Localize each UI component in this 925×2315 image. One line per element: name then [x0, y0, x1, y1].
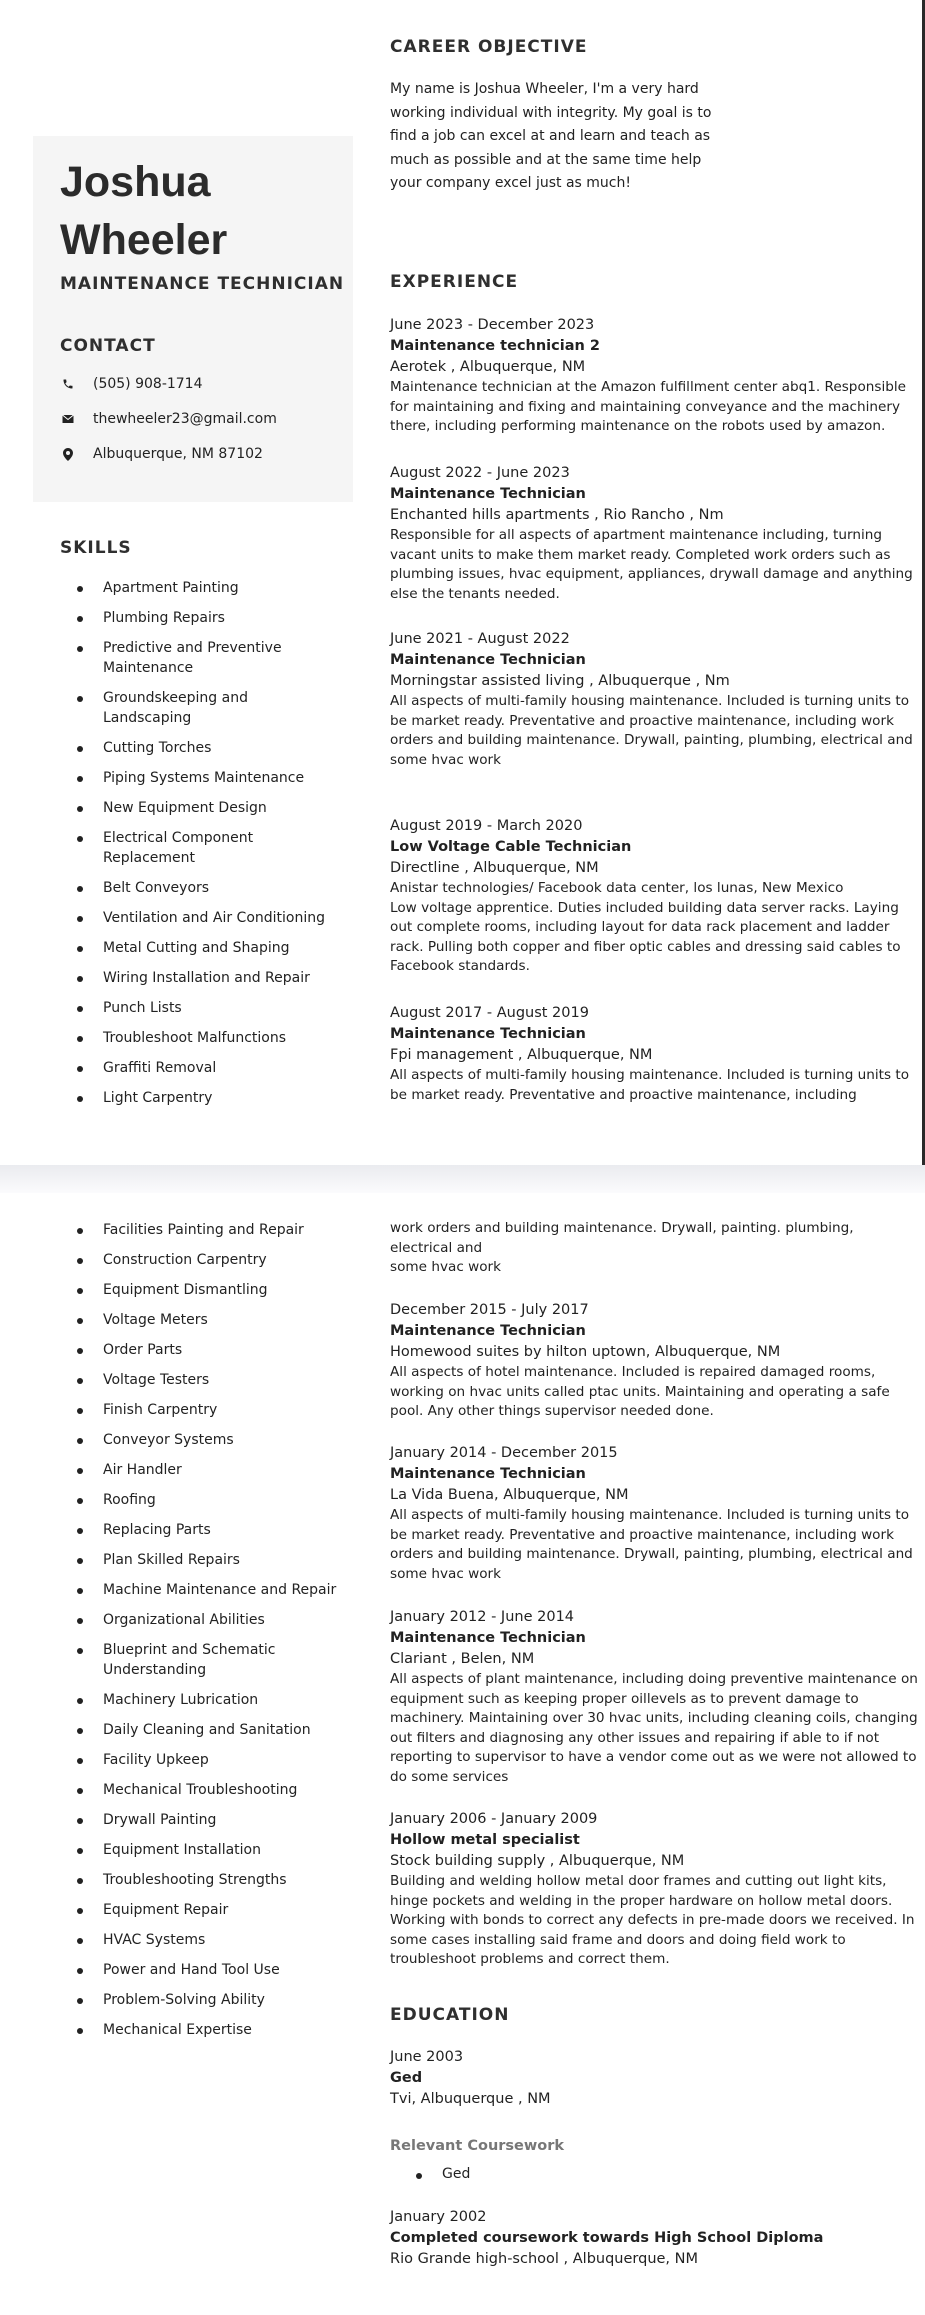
job-company: Enchanted hills apartments , Rio Rancho , Nm [390, 507, 724, 523]
skill-item: Facility Upkeep [77, 1750, 337, 1770]
edu-school: Rio Grande high-school , Albuquerque, NM [390, 2251, 699, 2267]
skill-item: Troubleshooting Strengths [77, 1870, 337, 1890]
job-entry [390, 463, 920, 604]
job-date: January 2014 - December 2015 [390, 1445, 618, 1461]
job-company: Fpi management , Albuquerque, NM [390, 1047, 653, 1063]
skill-item: New Equipment Design [77, 798, 337, 818]
job-description: Building and welding hollow metal door frames and cutting out light kits, hinge pockets and welding in the proper hardware on hollow metal doors. Working with bonds to correct any defects in pre-made doors we received. In some cases installing said frame and doors and doing field work to troubleshoot problems and correct them. [390, 1873, 915, 1967]
skill-item: Replacing Parts [77, 1520, 337, 1540]
job-date: January 2012 - June 2014 [390, 1609, 575, 1625]
skill-item: Ventilation and Air Conditioning [77, 908, 337, 928]
header-block [33, 136, 353, 502]
job-title: MAINTENANCE TECHNICIAN [60, 274, 345, 294]
phone-icon [60, 376, 76, 392]
skill-item: Light Carpentry [77, 1088, 337, 1108]
job-date: August 2022 - June 2023 [390, 465, 570, 481]
skills-list-continued [77, 1220, 337, 2050]
job-role: Maintenance Technician [390, 1323, 586, 1339]
job-entry [390, 1003, 920, 1105]
job-description: Anistar technologies/ Facebook data center, los lunas, New Mexico Low voltage apprentice. Duties included building data server racks. Laying out complete rooms, including layout for data rack placement and ladder rack. Pulling both copper and fiber optic cables and dressing said cables to Facebook standards. [390, 880, 901, 974]
skill-item: Mechanical Expertise [77, 2020, 337, 2040]
skill-item: Construction Carpentry [77, 1250, 337, 1270]
skill-item: Voltage Meters [77, 1310, 337, 1330]
skill-item: Order Parts [77, 1340, 337, 1360]
job-entry [390, 1607, 920, 1787]
job-date: December 2015 - July 2017 [390, 1302, 589, 1318]
job-entry [390, 629, 920, 770]
contact-phone [60, 376, 203, 392]
skill-item: Machinery Lubrication [77, 1690, 337, 1710]
coursework-item: Ged [416, 2166, 470, 2182]
skill-item: Electrical Component Replacement [77, 828, 337, 868]
job-entry-continued [390, 1219, 920, 1278]
education-entry [390, 2047, 920, 2110]
job-entry [390, 1809, 920, 1970]
experience-heading: EXPERIENCE [390, 272, 519, 292]
page-break [0, 1165, 925, 1193]
skill-item: Conveyor Systems [77, 1430, 337, 1450]
edu-degree: Completed coursework towards High School Diploma [390, 2230, 824, 2246]
skill-item: Plumbing Repairs [77, 608, 337, 628]
email-icon [60, 411, 76, 427]
job-date: June 2021 - August 2022 [390, 631, 570, 647]
email-text[interactable]: thewheeler23@gmail.com [93, 411, 277, 427]
job-company: Aerotek , Albuquerque, NM [390, 359, 586, 375]
skill-item: Power and Hand Tool Use [77, 1960, 337, 1980]
job-entry [390, 1300, 920, 1422]
edu-date: June 2003 [390, 2049, 464, 2065]
job-date: August 2019 - March 2020 [390, 818, 583, 834]
job-role: Maintenance technician 2 [390, 338, 600, 354]
skill-item: Daily Cleaning and Sanitation [77, 1720, 337, 1740]
job-role: Maintenance Technician [390, 486, 586, 502]
resume-page-2 [33, 1193, 925, 2315]
skill-item: Punch Lists [77, 998, 337, 1018]
contact-email[interactable] [60, 411, 277, 427]
skill-item: Equipment Installation [77, 1840, 337, 1860]
job-company: Directline , Albuquerque, NM [390, 860, 599, 876]
job-role: Maintenance Technician [390, 652, 586, 668]
job-description: All aspects of multi-family housing maintenance. Included is turning units to be market ready. Preventative and proactive maintenance, including work orders and building maintenance. Drywall, painting, plumbing, electrical and some hvac work [390, 1507, 913, 1582]
education-entry [390, 2207, 920, 2270]
location-text: Albuquerque, NM 87102 [93, 446, 263, 462]
job-date: August 2017 - August 2019 [390, 1005, 589, 1021]
job-role: Maintenance Technician [390, 1630, 586, 1646]
objective-text: My name is Joshua Wheeler, I'm a very hard working individual with integrity. My goal is to find a job can excel at and learn and teach as much as possible and at the same time help your company excel just as much! [390, 81, 712, 191]
contact-heading: CONTACT [60, 336, 156, 356]
skill-item: Metal Cutting and Shaping [77, 938, 337, 958]
skill-item: Troubleshoot Malfunctions [77, 1028, 337, 1048]
skill-item: Drywall Painting [77, 1810, 337, 1830]
job-company: Stock building supply , Albuquerque, NM [390, 1853, 685, 1869]
last-name: Wheeler [60, 216, 228, 264]
skill-item: HVAC Systems [77, 1930, 337, 1950]
job-date: January 2006 - January 2009 [390, 1811, 598, 1827]
skill-item: Piping Systems Maintenance [77, 768, 337, 788]
job-description: All aspects of multi-family housing maintenance. Included is turning units to be market ready. Preventative and proactive maintenance, including [390, 1067, 910, 1103]
resume-page-1 [33, 0, 925, 1165]
job-date: June 2023 - December 2023 [390, 317, 595, 333]
job-entry [390, 816, 920, 977]
edu-degree: Ged [390, 2070, 423, 2086]
skill-item: Plan Skilled Repairs [77, 1550, 337, 1570]
job-description: work orders and building maintenance. Drywall, painting. plumbing, electrical and some hvac work [390, 1220, 854, 1275]
job-role: Hollow metal specialist [390, 1832, 580, 1848]
skills-list [77, 578, 337, 1118]
candidate-name [60, 153, 227, 269]
job-description: All aspects of plant maintenance, including doing preventive maintenance on equipment such as keeping proper oillevels as to prevent damage to machinery. Maintaining over 30 hvac units, including cleaning coils, changing out filters and diagnosing any other issues and repairing if able to if not reporting to supervisor to have a vendor come out as we were not allowed to do some services [390, 1671, 918, 1785]
skill-item: Machine Maintenance and Repair [77, 1580, 337, 1600]
job-description: Responsible for all aspects of apartment maintenance including, turning vacant units to make them market ready. Completed work orders such as plumbing issues, hvac equipment, appliances, drywall damage and anything else the tenants needed. [390, 527, 913, 602]
phone-text: (505) 908-1714 [93, 376, 203, 392]
coursework-heading: Relevant Coursework [390, 2138, 565, 2154]
job-company: Homewood suites by hilton uptown, Albuquerque, NM [390, 1344, 781, 1360]
skill-item: Graffiti Removal [77, 1058, 337, 1078]
skill-item: Wiring Installation and Repair [77, 968, 337, 988]
skill-item: Organizational Abilities [77, 1610, 337, 1630]
edu-date: January 2002 [390, 2209, 487, 2225]
skill-item: Belt Conveyors [77, 878, 337, 898]
location-pin-icon [60, 446, 76, 462]
skill-item: Air Handler [77, 1460, 337, 1480]
skill-item: Finish Carpentry [77, 1400, 337, 1420]
skill-item: Cutting Torches [77, 738, 337, 758]
contact-location [60, 446, 263, 462]
job-role: Maintenance Technician [390, 1466, 586, 1482]
education-heading: EDUCATION [390, 2005, 510, 2025]
skill-item: Equipment Dismantling [77, 1280, 337, 1300]
skill-item: Roofing [77, 1490, 337, 1510]
skill-item: Facilities Painting and Repair [77, 1220, 337, 1240]
job-description: All aspects of hotel maintenance. Included is repaired damaged rooms, working on hvac units called ptac units. Maintaining and operating a safe pool. Any other things supervisor needed done. [390, 1364, 890, 1419]
skills-heading: SKILLS [60, 538, 132, 558]
skill-item: Mechanical Troubleshooting [77, 1780, 337, 1800]
skill-item: Problem-Solving Ability [77, 1990, 337, 2010]
job-role: Low Voltage Cable Technician [390, 839, 632, 855]
job-role: Maintenance Technician [390, 1026, 586, 1042]
skill-item: Groundskeeping and Landscaping [77, 688, 337, 728]
job-description: All aspects of multi-family housing maintenance. Included is turning units to be market ready. Preventative and proactive maintenance, including work orders and building maintenance. Drywall, painting, plumbing, electrical and some hvac work [390, 693, 913, 768]
skill-item: Predictive and Preventive Maintenance [77, 638, 337, 678]
skill-item: Blueprint and Schematic Understanding [77, 1640, 337, 1680]
job-company: La Vida Buena, Albuquerque, NM [390, 1487, 629, 1503]
job-entry [390, 315, 920, 437]
skill-item: Equipment Repair [77, 1900, 337, 1920]
skill-item: Voltage Testers [77, 1370, 337, 1390]
job-company: Clariant , Belen, NM [390, 1651, 535, 1667]
skill-item: Apartment Painting [77, 578, 337, 598]
edu-school: Tvi, Albuquerque , NM [390, 2091, 551, 2107]
job-description: Maintenance technician at the Amazon fulfillment center abq1. Responsible for maintaining and fixing and maintaining conveyance and the machinery there, including performing maintenance on the robots used by amazon. [390, 379, 906, 434]
job-entry [390, 1443, 920, 1584]
first-name: Joshua [60, 158, 211, 206]
objective-heading: CAREER OBJECTIVE [390, 37, 588, 57]
job-company: Morningstar assisted living , Albuquerque , Nm [390, 673, 730, 689]
